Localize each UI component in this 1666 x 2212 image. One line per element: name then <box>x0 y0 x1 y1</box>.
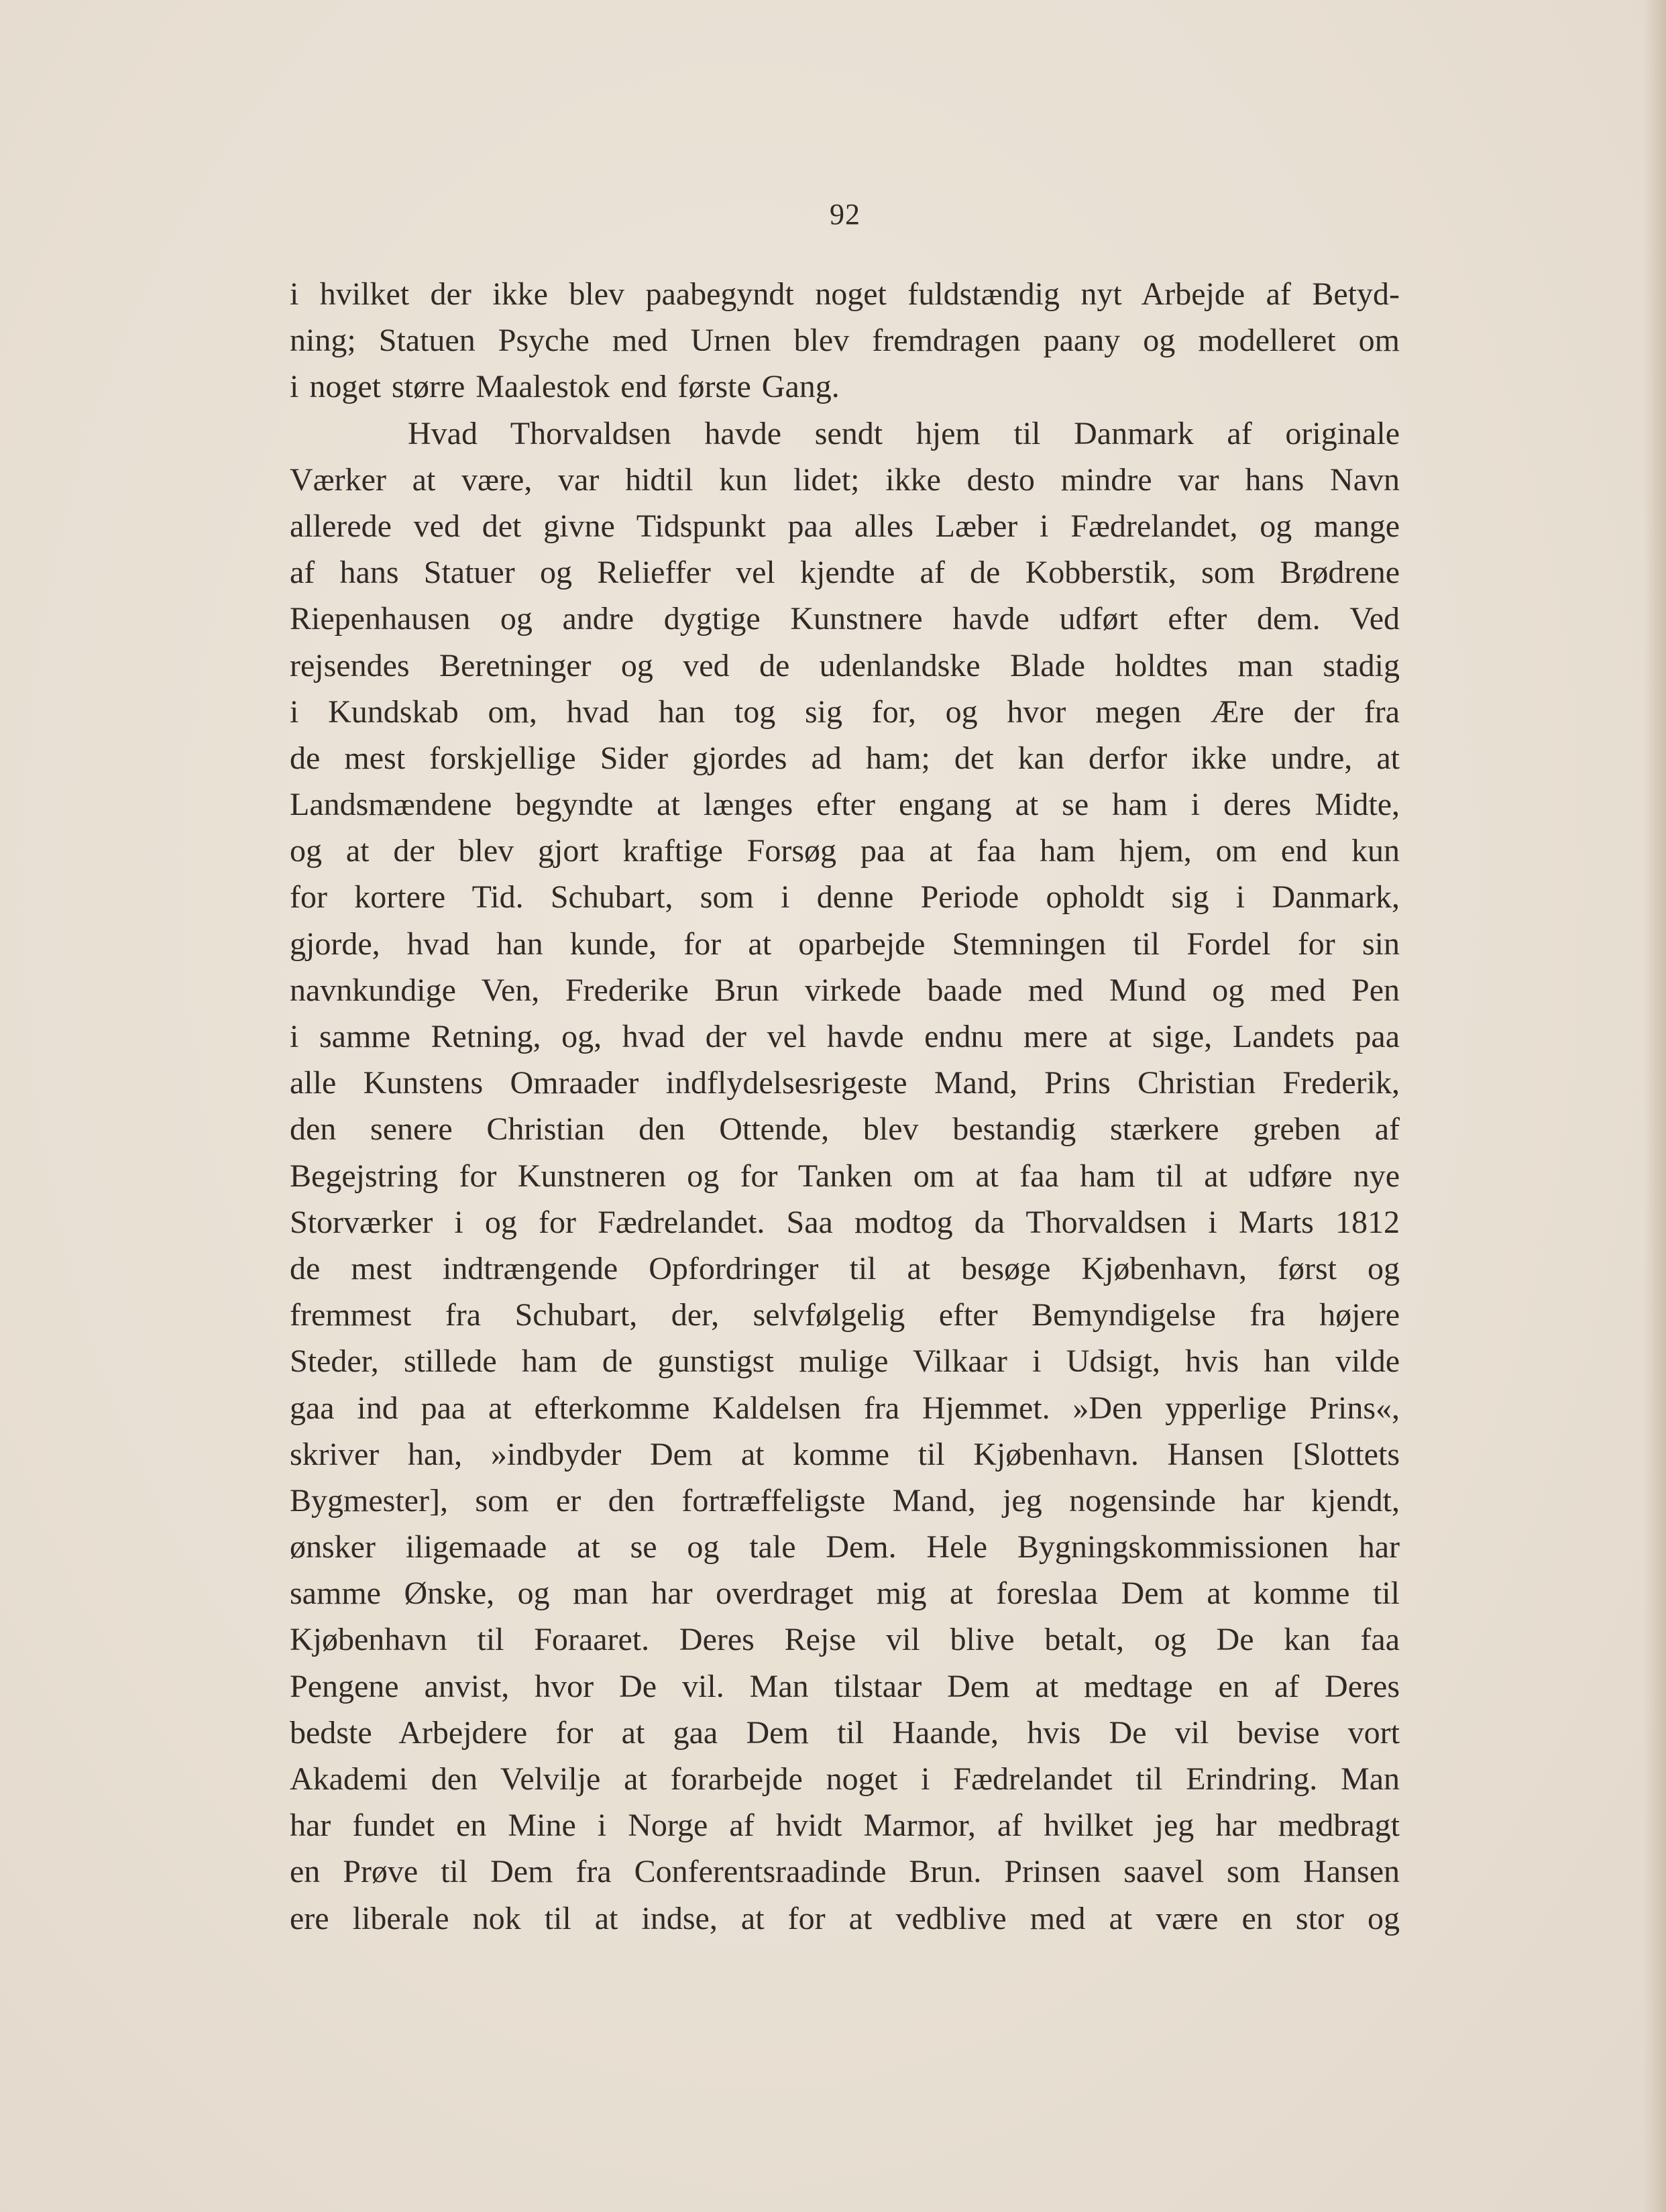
text-line: Steder, stillede ham de gunstigst mulige Vilkaar i Udsigt, hvis han vilde <box>290 1343 1400 1380</box>
text-line: den senere Christian den Ottende, blev bestandig stærkere greben af <box>290 1111 1400 1148</box>
text-line: Pengene anvist, hvor De vil. Man tilstaar Dem at medtage en af Deres <box>290 1668 1400 1704</box>
text-line: Værker at være, var hidtil kun lidet; ikke desto mindre var hans Navn <box>290 461 1400 498</box>
text-line: Riepenhausen og andre dygtige Kunstnere havde udført efter dem. Ved <box>290 601 1400 637</box>
text-line: alle Kunstens Omraader indflydelsesrigeste Mand, Prins Christian Frederik, <box>290 1065 1400 1101</box>
text-line: for kortere Tid. Schubart, som i denne Periode opholdt sig i Danmark, <box>290 879 1400 916</box>
text-line: i samme Retning, og, hvad der vel havde endnu mere at sige, Landets paa <box>290 1019 1400 1054</box>
page-number: 92 <box>830 198 860 231</box>
text-line: rejsendes Beretninger og ved de udenlandske Blade holdtes man stadig <box>290 647 1400 683</box>
text-line: i Kundskab om, hvad han tog sig for, og hvor megen Ære der fra <box>290 694 1400 730</box>
text-line: gaa ind paa at efterkomme Kaldelsen fra Hjemmet. »Den ypperlige Prins«, <box>290 1390 1400 1426</box>
text-line: de mest forskjellige Sider gjordes ad ham; det kan derfor ikke undre, at <box>290 740 1400 776</box>
text-line: har fundet en Mine i Norge af hvidt Marmor, af hvilket jeg har medbragt <box>290 1808 1400 1844</box>
text-line: i noget større Maalestok end første Gang. <box>290 369 840 405</box>
text-line: navnkundige Ven, Frederike Brun virkede baade med Mund og med Pen <box>290 972 1400 1008</box>
text-line: Kjøbenhavn til Foraaret. Deres Rejse vil blive betalt, og De kan faa <box>290 1622 1400 1658</box>
text-line: gjorde, hvad han kunde, for at oparbejde Stemningen til Fordel for sin <box>290 926 1400 962</box>
text-line: en Prøve til Dem fra Conferentsraadinde Brun. Prinsen saavel som Hansen <box>290 1854 1400 1890</box>
text-line: Storværker i og for Fædrelandet. Saa modtog da Thorvaldsen i Marts 1812 <box>290 1204 1400 1240</box>
text-line: i hvilket der ikke blev paabegyndt noget fuldstændig nyt Arbejde af Betyd- <box>290 276 1400 312</box>
text-line: allerede ved det givne Tidspunkt paa alles Læber i Fædrelandet, og mange <box>290 508 1400 544</box>
text-line: fremmest fra Schubart, der, selvfølgelig efter Bemyndigelse fra højere <box>290 1297 1400 1333</box>
text-line: ere liberale nok til at indse, at for at vedblive med at være en stor og <box>290 1900 1400 1936</box>
text-line: skriver han, »indbyder Dem at komme til Kjøbenhavn. Hansen [Slottets <box>290 1436 1400 1472</box>
text-line: Hvad Thorvaldsen havde sendt hjem til Danmark af originale <box>408 415 1400 451</box>
text-line: Landsmændene begyndte at længes efter engang at se ham i deres Midte, <box>290 787 1400 823</box>
text-line: af hans Statuer og Relieffer vel kjendte af de Kobberstik, som Brødrene <box>290 555 1400 591</box>
text-line: ning; Statuen Psyche med Urnen blev fremdragen paany og modelleret om <box>290 323 1400 359</box>
text-line: og at der blev gjort kraftige Forsøg paa at faa ham hjem, om end kun <box>290 833 1400 869</box>
text-line: de mest indtrængende Opfordringer til at besøge Kjøbenhavn, først og <box>290 1250 1400 1286</box>
text-line: Bygmester], som er den fortræffeligste Mand, jeg nogensinde har kjendt, <box>290 1482 1400 1518</box>
text-line: bedste Arbejdere for at gaa Dem til Haande, hvis De vil bevise vort <box>290 1714 1400 1751</box>
text-line: ønsker iligemaade at se og tale Dem. Hele Bygningskommissionen har <box>290 1529 1400 1565</box>
body-text <box>290 271 1400 1942</box>
text-line: Akademi den Velvilje at forarbejde noget i Fædrelandet til Erindring. Man <box>290 1761 1400 1797</box>
page-edge-shadow <box>1643 0 1666 2212</box>
text-line: Begejstring for Kunstneren og for Tanken om at faa ham til at udføre nye <box>290 1158 1400 1194</box>
text-line: samme Ønske, og man har overdraget mig at foreslaa Dem at komme til <box>290 1575 1400 1612</box>
